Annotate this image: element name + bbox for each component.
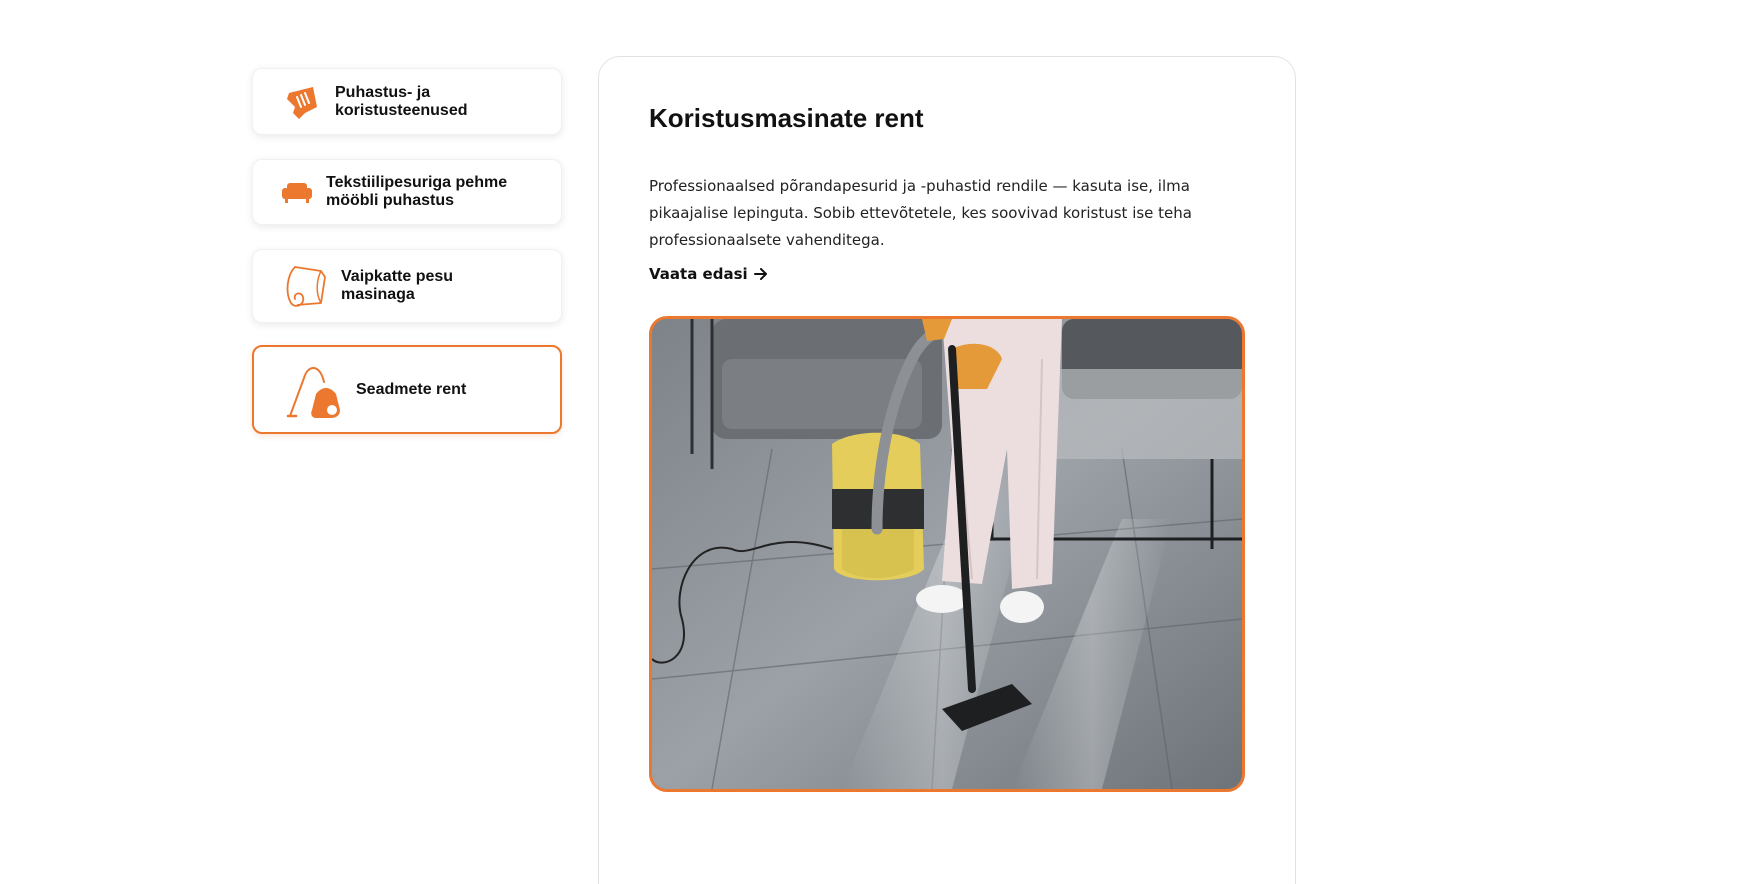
detail-description: Professionaalsed põrandapesurid ja -puhastid rendile — kasuta ise, ilma pikaajalise lepinguta. Sobib ettevõtetele, kes soovivad koristust ise teha professionaalsete vahenditega. [649,177,1192,249]
service-detail-card [598,56,1296,884]
service-item-upholstery[interactable] [252,159,562,225]
service-label: Seadmete rent [356,380,467,398]
detail-title: Koristusmasinate rent [649,103,924,133]
service-item-cleaning[interactable] [252,68,562,135]
cleaning-glove-icon [283,83,321,121]
carpet-roll-icon [283,263,327,309]
vacuuming-scene-image [652,319,1242,789]
service-item-equipment-rental[interactable] [252,345,562,434]
service-label: Tekstiilipesuriga pehme mööbli puhastus [326,174,508,209]
service-item-carpet[interactable] [252,249,562,323]
read-more-link[interactable] [649,265,769,283]
arrow-right-icon [753,266,769,282]
service-photo [649,316,1245,792]
vacuum-cleaner-icon [286,360,344,420]
service-label: Puhastus- ja koristusteenused [335,83,468,119]
sofa-icon [281,177,313,207]
service-label: Vaipkatte pesu masinaga [341,268,454,303]
read-more-label: Vaata edasi [649,265,748,283]
